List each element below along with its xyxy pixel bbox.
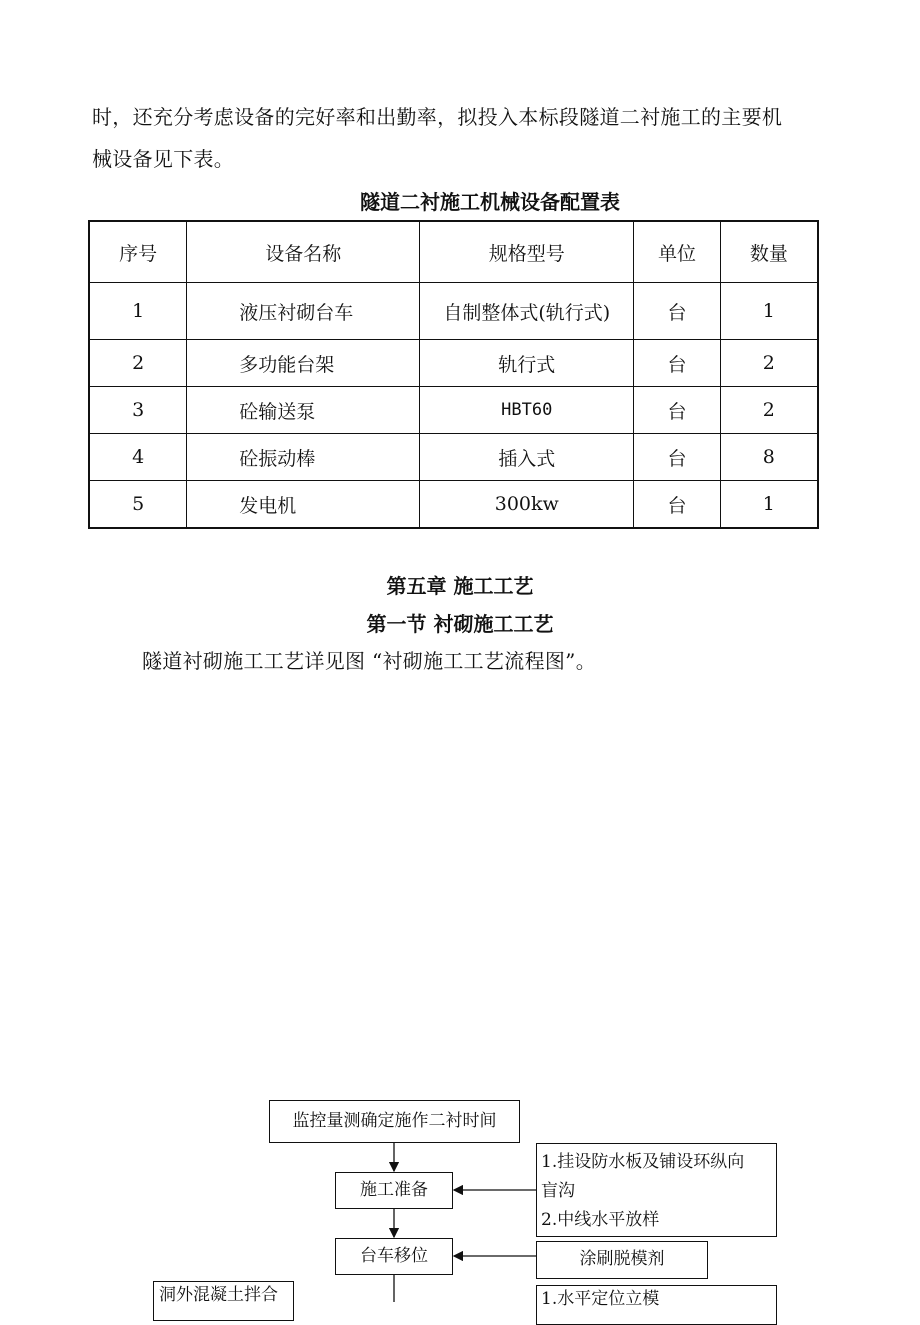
cell-no: 3: [89, 387, 187, 434]
header-spec: 规格型号: [420, 221, 634, 283]
cell-spec: HBT60: [420, 387, 634, 434]
cell-qty: 1: [720, 283, 818, 340]
header-no: 序号: [89, 221, 187, 283]
flow-box-concrete-mixing: 洞外混凝土拌合: [153, 1281, 294, 1321]
flow-box-waterproofing: [536, 1143, 777, 1237]
cell-qty: 2: [720, 387, 818, 434]
cell-name: 发电机: [187, 481, 420, 529]
table-title: 隧道二衬施工机械设备配置表: [360, 190, 620, 214]
cell-qty: 8: [720, 434, 818, 481]
cell-name: 砼输送泵: [187, 387, 420, 434]
table-row: [89, 283, 818, 340]
cell-spec: 300kw: [420, 481, 634, 529]
paragraph-line-2: 械设备见下表。: [92, 147, 235, 171]
header-qty: 数量: [720, 221, 818, 283]
flowchart-reference-line: 隧道衬砌施工工艺详见图 “衬砌施工工艺流程图”。: [142, 649, 597, 673]
flow-box-trolley-move: 台车移位: [335, 1238, 453, 1275]
flow-box-preparation: 施工准备: [335, 1172, 453, 1209]
header-name: 设备名称: [187, 221, 420, 283]
cell-unit: 台: [634, 387, 720, 434]
waterproofing-line-3: 2.中线水平放样: [541, 1210, 660, 1230]
table-row: [89, 340, 818, 387]
cell-qty: 2: [720, 340, 818, 387]
cell-name: 液压衬砌台车: [187, 283, 420, 340]
flow-box-formwork: 1.水平定位立模: [536, 1285, 777, 1325]
cell-unit: 台: [634, 434, 720, 481]
equipment-table: [88, 220, 819, 529]
cell-spec: 插入式: [420, 434, 634, 481]
intro-paragraph: [92, 96, 832, 180]
header-unit: 单位: [634, 221, 720, 283]
waterproofing-line-1: 1.挂设防水板及铺设环纵向: [541, 1152, 745, 1172]
cell-no: 4: [89, 434, 187, 481]
flow-box-release-agent: 涂刷脱模剂: [536, 1241, 708, 1279]
cell-unit: 台: [634, 283, 720, 340]
cell-no: 1: [89, 283, 187, 340]
cell-no: 5: [89, 481, 187, 529]
cell-no: 2: [89, 340, 187, 387]
cell-spec: 自制整体式(轨行式): [420, 283, 634, 340]
flow-box-monitoring: 监控量测确定施作二衬时间: [269, 1100, 520, 1143]
table-header-row: [89, 221, 818, 283]
table-row: [89, 387, 818, 434]
cell-name: 砼振动棒: [187, 434, 420, 481]
cell-name: 多功能台架: [187, 340, 420, 387]
cell-spec: 轨行式: [420, 340, 634, 387]
table-row: [89, 481, 818, 529]
cell-qty: 1: [720, 481, 818, 529]
paragraph-line-1: 时，还充分考虑设备的完好率和出勤率，拟投入本标段隧道二衬施工的主要机: [92, 105, 783, 129]
section-title: 第一节 衬砌施工工艺: [366, 612, 554, 636]
cell-unit: 台: [634, 340, 720, 387]
waterproofing-line-2: 盲沟: [541, 1181, 575, 1201]
cell-unit: 台: [634, 481, 720, 529]
table-row: [89, 434, 818, 481]
chapter-title: 第五章 施工工艺: [386, 574, 534, 598]
